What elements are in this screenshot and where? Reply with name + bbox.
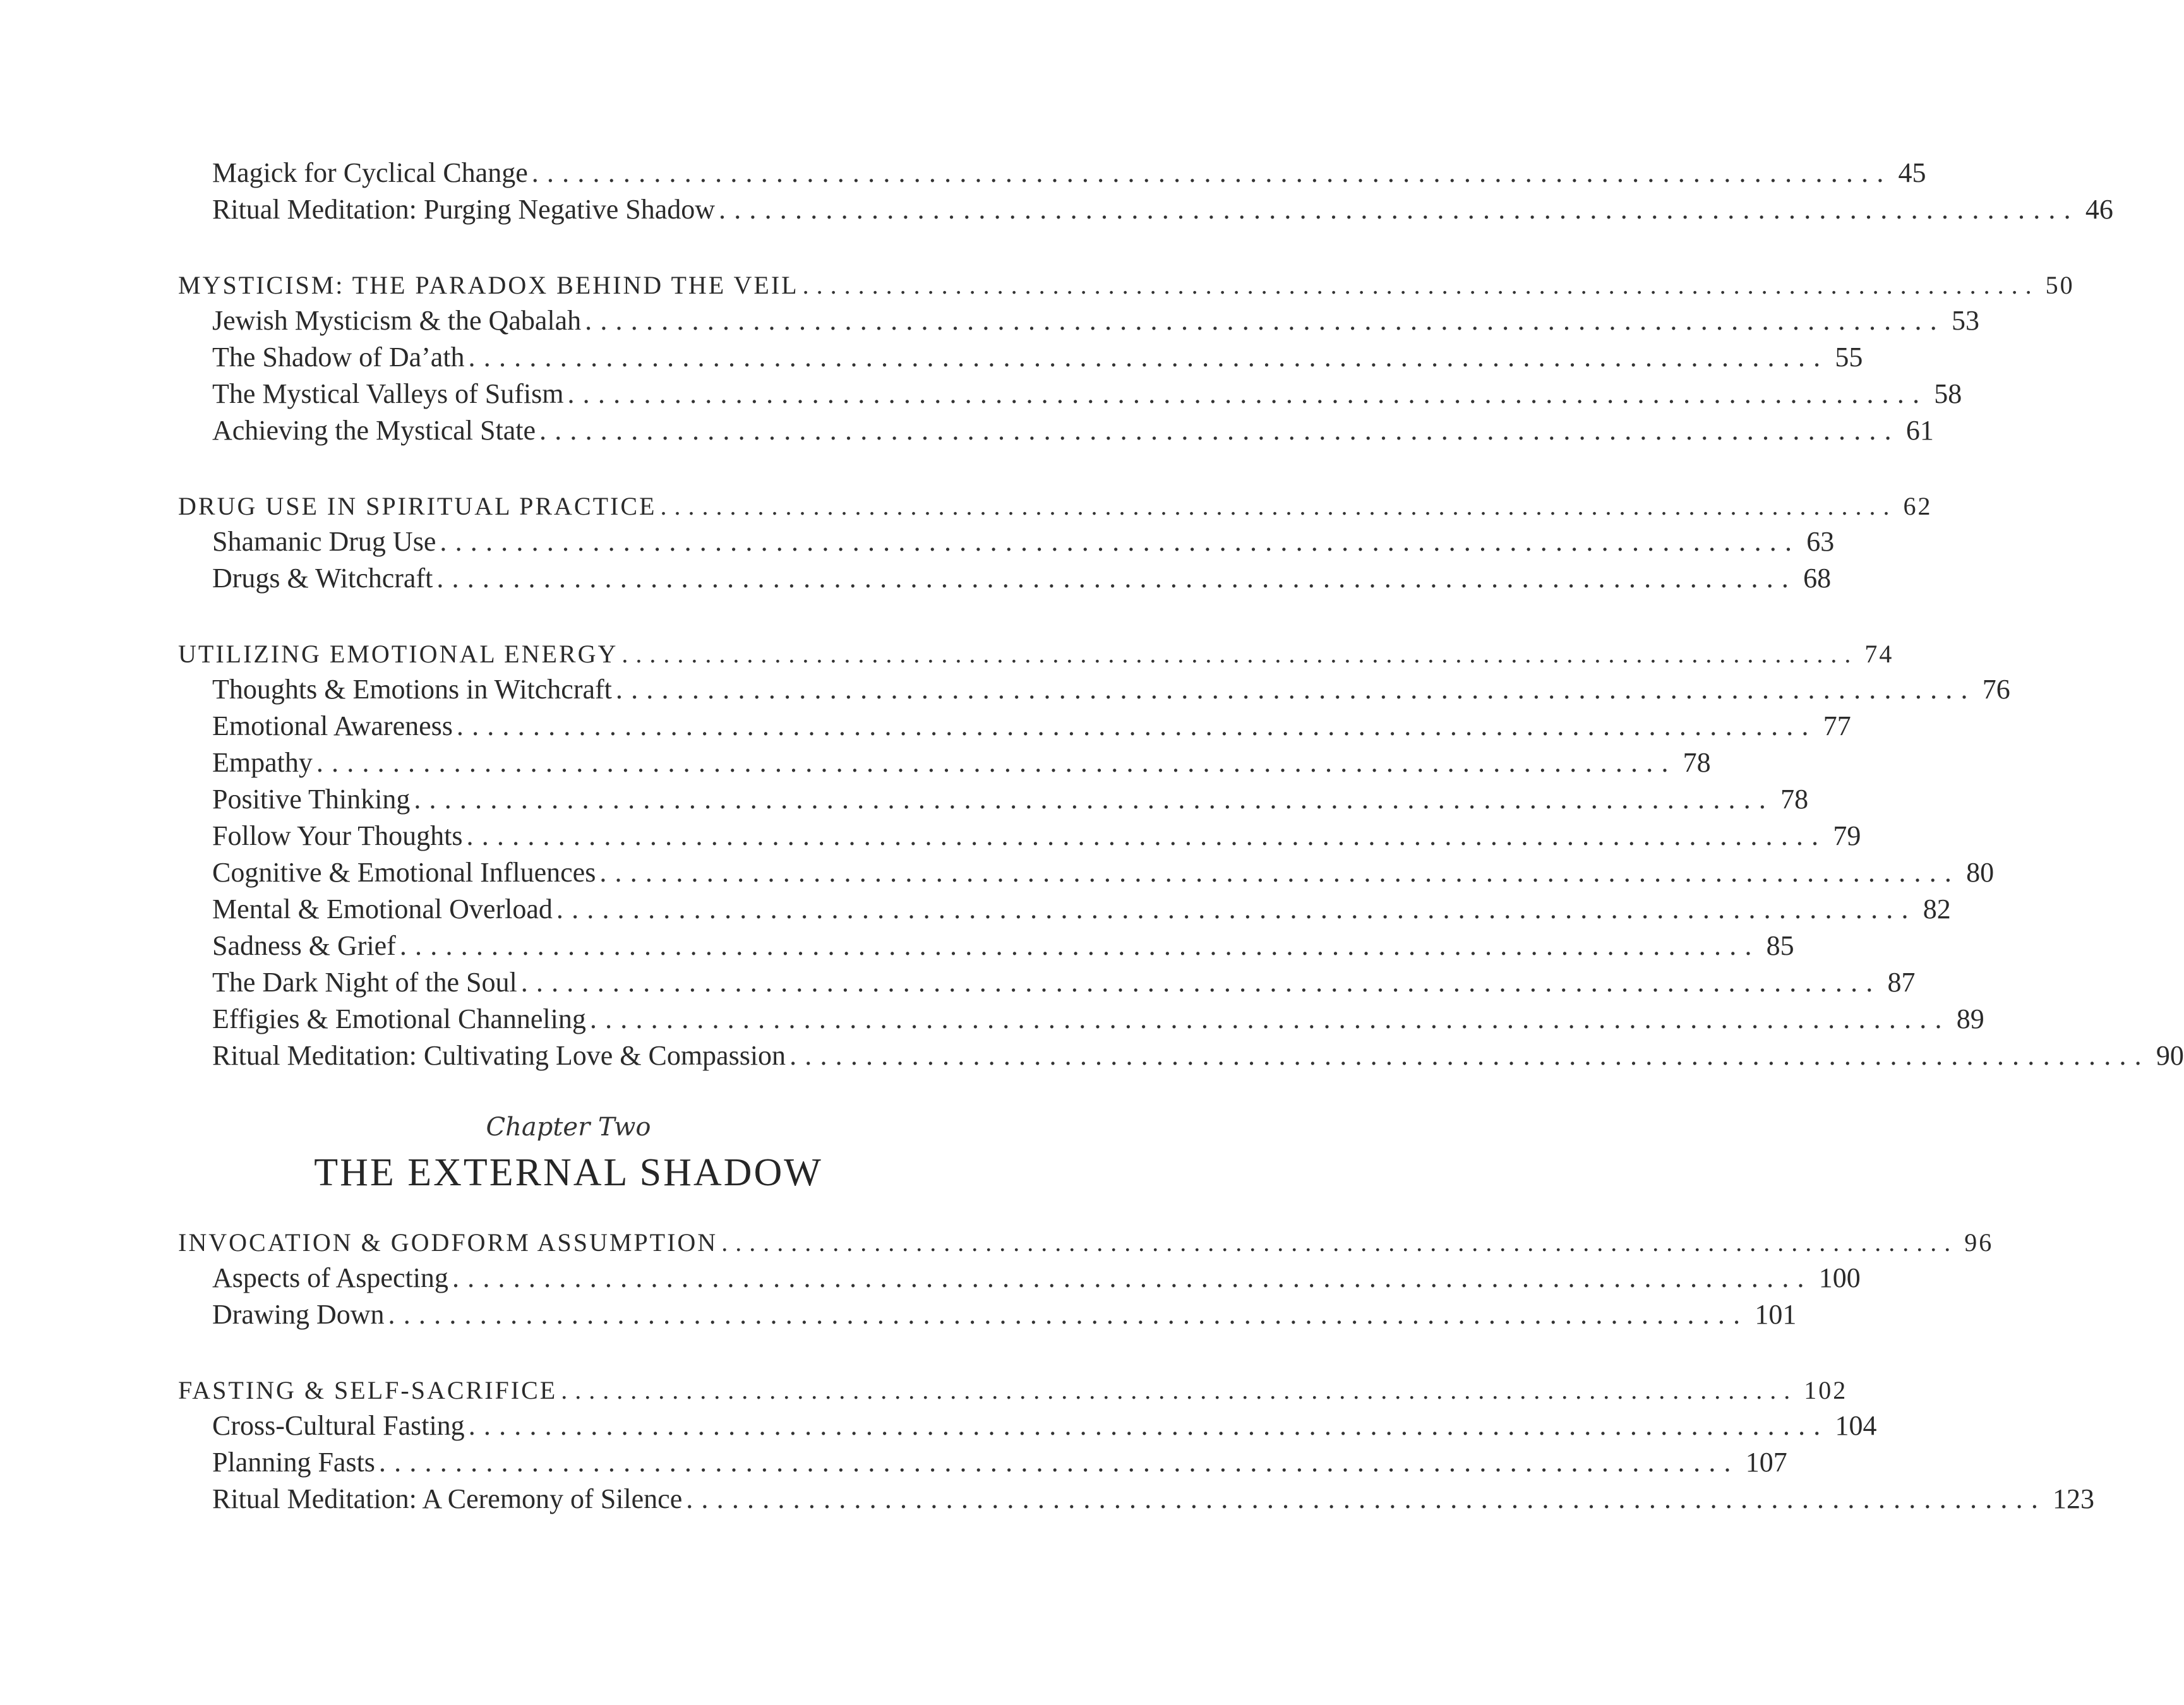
- toc-entry-page: 80: [1966, 857, 1995, 888]
- dot-leader: .........................................................................................: [621, 640, 1859, 668]
- toc-entry-page: 68: [1803, 563, 1832, 594]
- dot-leader: .........................................................................................: [399, 930, 1760, 961]
- toc-entry-title: Achieving the Mystical State: [212, 415, 536, 446]
- toc-entry-page: 100: [1818, 1262, 1861, 1293]
- toc-section-heading[interactable]: [178, 270, 2075, 306]
- toc-section-title: INVOCATION & GODFORM ASSUMPTION: [178, 1228, 718, 1257]
- toc-entry-page: 87: [1887, 967, 1916, 998]
- toc-entry[interactable]: [212, 414, 1934, 451]
- toc-entry-page: 78: [1780, 784, 1809, 815]
- dot-leader: .........................................................................................: [721, 1228, 1959, 1257]
- toc-entry[interactable]: [212, 930, 1794, 966]
- toc-entry-page: 78: [1683, 747, 1711, 778]
- toc-entry[interactable]: [212, 746, 1711, 783]
- toc-entry-page: 50: [2045, 271, 2075, 299]
- chapter-title: THE EXTERNAL SHADOW: [314, 1151, 823, 1194]
- toc-entry-page: 77: [1823, 710, 1851, 741]
- toc-entry-title: Effigies & Emotional Channeling: [212, 1003, 586, 1034]
- toc-entry-title: Sadness & Grief: [212, 930, 396, 961]
- toc-entry[interactable]: [212, 562, 1832, 599]
- toc-section-heading[interactable]: [178, 491, 1933, 527]
- toc-entry[interactable]: [212, 1446, 1787, 1483]
- toc-entry[interactable]: [212, 856, 1995, 893]
- toc-entry-title: Drugs & Witchcraft: [212, 563, 433, 594]
- dot-leader: .........................................................................................: [388, 1299, 1749, 1330]
- toc-entry-title: Drawing Down: [212, 1299, 385, 1330]
- toc-entry-page: 90: [2156, 1040, 2184, 1071]
- toc-entry-title: Cross-Cultural Fasting: [212, 1410, 465, 1441]
- dot-leader: .........................................................................................: [452, 1262, 1813, 1293]
- toc-entry-title: Follow Your Thoughts: [212, 820, 463, 851]
- toc-entry-title: Jewish Mysticism & the Qabalah: [212, 305, 582, 336]
- toc-entry-title: Positive Thinking: [212, 784, 411, 815]
- toc-entry[interactable]: [212, 341, 1863, 378]
- toc-entry-title: Mental & Emotional Overload: [212, 894, 553, 924]
- toc-entry-page: 96: [1964, 1228, 1994, 1257]
- toc-entry-title: Ritual Meditation: Purging Negative Shadow: [212, 194, 715, 225]
- toc-entry-title: Emotional Awareness: [212, 710, 453, 741]
- toc-entry-title: The Mystical Valleys of Sufism: [212, 378, 564, 409]
- toc-entry[interactable]: [212, 1298, 1797, 1335]
- toc-entry-title: Shamanic Drug Use: [212, 526, 436, 557]
- toc-entry-page: 53: [1951, 305, 1979, 336]
- toc-entry-title: Cognitive & Emotional Influences: [212, 857, 596, 888]
- toc-entry[interactable]: [212, 304, 1979, 341]
- toc-section-heading[interactable]: [178, 1375, 1848, 1411]
- dot-leader: .........................................................................................: [802, 271, 2039, 299]
- toc-entry-page: 45: [1898, 157, 1926, 188]
- toc-entry-page: 76: [1982, 674, 2010, 705]
- toc-entry[interactable]: [212, 966, 1916, 1003]
- toc-section-heading[interactable]: [178, 639, 1894, 674]
- toc-entry[interactable]: [212, 1003, 1984, 1039]
- toc-entry-title: The Shadow of Da’ath: [212, 342, 465, 373]
- toc-entry[interactable]: [212, 1409, 1877, 1446]
- dot-leader: .........................................................................................: [466, 820, 1827, 851]
- toc-entry[interactable]: [212, 525, 1835, 562]
- dot-leader: .........................................................................................: [520, 967, 1881, 998]
- toc-entry-title: Planning Fasts: [212, 1447, 375, 1478]
- toc-entry[interactable]: [212, 710, 1851, 746]
- toc-entry-page: 101: [1755, 1299, 1797, 1330]
- toc-entry-page: 79: [1833, 820, 1861, 851]
- dot-leader: .........................................................................................: [719, 194, 2079, 225]
- toc-entry-page: 63: [1806, 526, 1835, 557]
- dot-leader: .........................................................................................: [440, 526, 1801, 557]
- toc-entry-title: Ritual Meditation: Cultivating Love & Compassion: [212, 1040, 786, 1071]
- toc-entry-page: 85: [1766, 930, 1794, 961]
- dot-leader: .........................................................................................: [378, 1447, 1739, 1478]
- dot-leader: .........................................................................................: [789, 1040, 2150, 1071]
- dot-leader: .........................................................................................: [561, 1376, 1798, 1404]
- toc-entry-page: 89: [1956, 1003, 1984, 1034]
- dot-leader: .........................................................................................: [556, 894, 1917, 924]
- toc-entry-page: 62: [1903, 492, 1933, 520]
- chapter-label: Chapter Two: [486, 1113, 651, 1142]
- toc-entry[interactable]: [212, 820, 1861, 856]
- toc-section-title: MYSTICISM: THE PARADOX BEHIND THE VEIL: [178, 271, 799, 299]
- dot-leader: .........................................................................................: [686, 1483, 2047, 1514]
- toc-entry[interactable]: [212, 1483, 2095, 1519]
- toc-entry[interactable]: [212, 193, 2113, 230]
- toc-entry-title: Magick for Cyclical Change: [212, 157, 528, 188]
- toc-entry-page: 82: [1923, 894, 1951, 924]
- toc-entry-page: 123: [2053, 1483, 2095, 1514]
- dot-leader: .........................................................................................: [456, 710, 1817, 741]
- toc-entry[interactable]: [212, 157, 1926, 193]
- toc-entry[interactable]: [212, 783, 1809, 820]
- toc-section-title: UTILIZING EMOTIONAL ENERGY: [178, 640, 618, 668]
- toc-section-title: FASTING & SELF-SACRIFICE: [178, 1376, 558, 1404]
- toc-section-title: DRUG USE IN SPIRITUAL PRACTICE: [178, 492, 657, 520]
- dot-leader: .........................................................................................: [615, 674, 1976, 705]
- toc-section-heading[interactable]: [178, 1228, 1994, 1263]
- dot-leader: .........................................................................................: [468, 1410, 1829, 1441]
- toc-entry-title: Aspects of Aspecting: [212, 1262, 448, 1293]
- toc-entry-title: The Dark Night of the Soul: [212, 967, 517, 998]
- dot-leader: .........................................................................................: [599, 857, 1960, 888]
- toc-entry-title: Thoughts & Emotions in Witchcraft: [212, 674, 612, 705]
- dot-leader: .........................................................................................: [539, 415, 1900, 446]
- toc-entry[interactable]: [212, 378, 1962, 414]
- dot-leader: .........................................................................................: [660, 492, 1897, 520]
- toc-entry-page: 55: [1835, 342, 1863, 373]
- toc-entry[interactable]: [212, 1039, 2184, 1076]
- toc-entry-page: 61: [1905, 415, 1934, 446]
- dot-leader: .........................................................................................: [316, 747, 1677, 778]
- toc-entry[interactable]: [212, 893, 1951, 930]
- toc-entry-title: Empathy: [212, 747, 313, 778]
- dot-leader: .........................................................................................: [468, 342, 1829, 373]
- dot-leader: .........................................................................................: [589, 1003, 1950, 1034]
- toc-entry-page: 46: [2085, 194, 2113, 225]
- toc-entry[interactable]: [212, 1262, 1861, 1298]
- toc-entry-page: 58: [1934, 378, 1962, 409]
- toc-entry-page: 74: [1864, 640, 1894, 668]
- dot-leader: .........................................................................................: [436, 563, 1797, 594]
- toc-entry-page: 102: [1804, 1376, 1848, 1404]
- toc-entry[interactable]: [212, 673, 2010, 710]
- toc-entry-page: 104: [1835, 1410, 1877, 1441]
- toc-entry-title: Ritual Meditation: A Ceremony of Silence: [212, 1483, 683, 1514]
- dot-leader: .........................................................................................: [531, 157, 1892, 188]
- toc-entry-page: 107: [1745, 1447, 1787, 1478]
- dot-leader: .........................................................................................: [585, 305, 1945, 336]
- dot-leader: .........................................................................................: [567, 378, 1928, 409]
- dot-leader: .........................................................................................: [414, 784, 1775, 815]
